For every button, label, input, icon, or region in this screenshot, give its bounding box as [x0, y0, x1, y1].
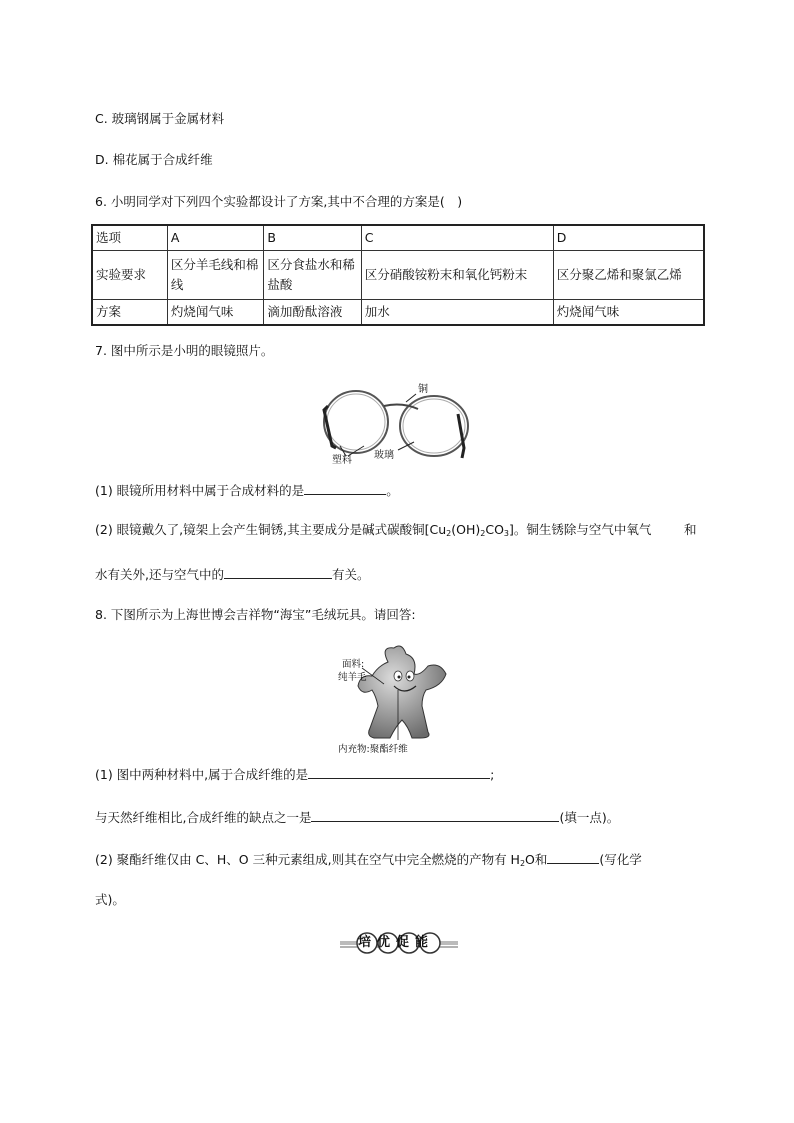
table-cell: A	[167, 225, 263, 251]
answer-blank[interactable]	[547, 849, 599, 864]
q7-part2-line1	[95, 521, 651, 543]
option-d: D. 棉花属于合成纤维	[95, 152, 213, 167]
q7-stem: 7. 图中所示是小明的眼镜照片。	[95, 343, 274, 358]
table-cell: 加水	[361, 300, 553, 326]
subscript: 3	[503, 529, 510, 538]
q7-p2-text: ]。铜生锈除与空气中氧气	[509, 522, 652, 537]
option-c: C. 玻璃钢属于金属材料	[95, 111, 225, 126]
table-cell: B	[264, 225, 361, 251]
q7-part2-line2	[95, 564, 370, 584]
table-row	[92, 300, 704, 326]
q8-part2-line2: 式)。	[95, 892, 125, 907]
table-cell: 区分羊毛线和棉线	[167, 251, 263, 300]
q8-p1b-text: 与天然纤维相比,合成纤维的缺点之一是	[95, 810, 312, 825]
table-cell: D	[553, 225, 704, 251]
q6-stem: 6. 小明同学对下列四个实验都设计了方案,其中不合理的方案是( )	[95, 194, 463, 209]
plastic-label: 塑料	[332, 455, 352, 466]
table-cell: 区分聚乙烯和聚氯乙烯	[553, 251, 704, 300]
table-cell: C	[361, 225, 553, 251]
subscript: 2	[519, 859, 526, 868]
q7-p2-text: (OH)	[451, 522, 481, 537]
q6-table	[91, 224, 705, 326]
q7-part1	[95, 480, 399, 500]
table-cell: 实验要求	[92, 251, 167, 300]
table-cell: 选项	[92, 225, 167, 251]
q8-p1-text: (1) 图中两种材料中,属于合成纤维的是	[95, 767, 309, 782]
section-banner	[340, 932, 458, 954]
q8-p1-end: ;	[490, 767, 495, 782]
table-cell: 灼烧闻气味	[553, 300, 704, 326]
filling-label: 内充物:聚酯纤维	[338, 744, 408, 755]
q8-p2-text: (2) 聚酯纤维仅由 C、H、O 三种元素组成,则其在空气中完全燃烧的产物有 H	[95, 852, 520, 867]
q7-p1-text: (1) 眼镜所用材料中属于合成材料的是	[95, 483, 305, 498]
table-cell: 滴加酚酞溶液	[264, 300, 361, 326]
copper-label: 铜	[418, 384, 428, 395]
q8-stem: 8. 下图所示为上海世博会吉祥物“海宝”毛绒玩具。请回答:	[95, 607, 416, 622]
answer-blank[interactable]	[308, 764, 490, 779]
glass-label: 玻璃	[374, 450, 394, 461]
fabric-label-1: 面料:	[342, 659, 365, 670]
q8-p2-text: (写化学	[599, 852, 642, 867]
table-row	[92, 225, 704, 251]
q8-part1b	[95, 807, 619, 827]
table-cell: 区分食盐水和稀盐酸	[264, 251, 361, 300]
table-cell: 方案	[92, 300, 167, 326]
table-cell: 区分硝酸铵粉末和氧化钙粉末	[361, 251, 553, 300]
banner-text: 培优促能	[358, 935, 435, 950]
table-row	[92, 251, 704, 300]
answer-blank[interactable]	[311, 807, 559, 822]
q8-part1	[95, 764, 494, 784]
answer-blank[interactable]	[224, 564, 332, 579]
haibao-figure	[336, 640, 456, 756]
fabric-label-2: 纯羊毛	[338, 672, 367, 683]
q7-p2-end: 有关。	[331, 567, 370, 582]
table-cell: 灼烧闻气味	[167, 300, 263, 326]
q7-p2-text: CO	[485, 522, 504, 537]
q7-p2-text: (2) 眼镜戴久了,镜架上会产生铜锈,其主要成分是碱式碳酸铜[Cu	[95, 522, 447, 537]
subscript: 2	[446, 529, 452, 538]
answer-blank[interactable]	[304, 480, 386, 495]
q8-p2-text: O和	[525, 852, 548, 867]
glasses-figure	[318, 376, 478, 466]
q8-p1b-end: (填一点)。	[559, 810, 620, 825]
q8-part2-line1	[95, 849, 642, 873]
q7-p1-end: 。	[386, 483, 399, 498]
q7-p2-and: 和	[684, 522, 697, 537]
q7-p2-text: 水有关外,还与空气中的	[95, 567, 224, 582]
subscript: 2	[480, 529, 486, 538]
